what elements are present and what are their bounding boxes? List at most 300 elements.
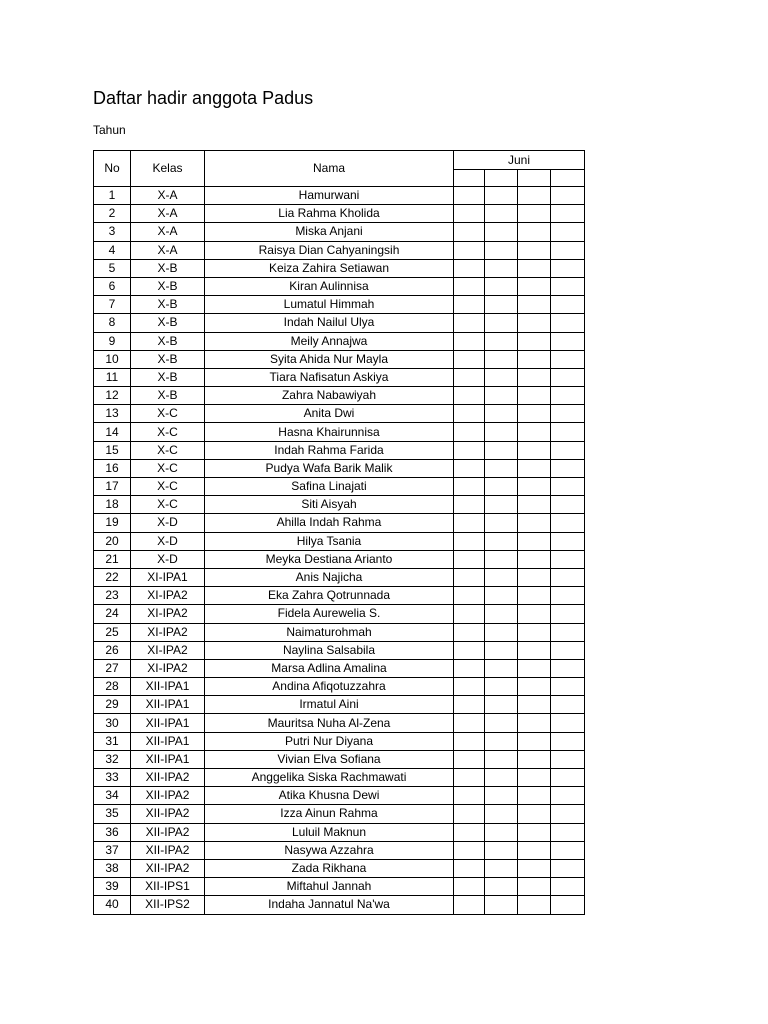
attendance-cell[interactable]: [518, 550, 551, 568]
attendance-cell[interactable]: [518, 423, 551, 441]
cell-nama: Marsa Adlina Amalina: [205, 659, 454, 677]
attendance-cell[interactable]: [518, 368, 551, 386]
cell-kelas: X-A: [131, 241, 205, 259]
attendance-cell[interactable]: [454, 187, 485, 205]
cell-kelas: X-C: [131, 496, 205, 514]
attendance-cell[interactable]: [485, 314, 518, 332]
header-week-cell: [551, 169, 585, 187]
cell-nama: Indah Rahma Farida: [205, 441, 454, 459]
cell-kelas: XI-IPA2: [131, 641, 205, 659]
cell-no: 1: [94, 187, 131, 205]
attendance-cell[interactable]: [518, 496, 551, 514]
table-row: [94, 696, 585, 714]
attendance-cell[interactable]: [551, 550, 585, 568]
attendance-cell[interactable]: [518, 187, 551, 205]
attendance-cell[interactable]: [551, 896, 585, 914]
cell-no: 32: [94, 750, 131, 768]
attendance-cell[interactable]: [518, 605, 551, 623]
cell-no: 34: [94, 787, 131, 805]
cell-no: 35: [94, 805, 131, 823]
cell-nama: Miska Anjani: [205, 223, 454, 241]
cell-kelas: XII-IPA2: [131, 769, 205, 787]
cell-kelas: XII-IPA1: [131, 696, 205, 714]
attendance-cell[interactable]: [485, 823, 518, 841]
document-title: Daftar hadir anggota Padus: [93, 88, 314, 108]
table-row: [94, 587, 585, 605]
cell-kelas: X-C: [131, 423, 205, 441]
attendance-cell[interactable]: [454, 350, 485, 368]
cell-nama: Anggelika Siska Rachmawati: [205, 769, 454, 787]
attendance-cell[interactable]: [551, 332, 585, 350]
attendance-cell[interactable]: [551, 641, 585, 659]
attendance-cell[interactable]: [485, 187, 518, 205]
cell-kelas: X-A: [131, 223, 205, 241]
attendance-cell[interactable]: [485, 678, 518, 696]
table-header: [94, 151, 585, 187]
attendance-cell[interactable]: [454, 478, 485, 496]
attendance-cell[interactable]: [551, 841, 585, 859]
attendance-cell[interactable]: [518, 641, 551, 659]
cell-no: 19: [94, 514, 131, 532]
attendance-cell[interactable]: [454, 696, 485, 714]
attendance-cell[interactable]: [454, 387, 485, 405]
header-kelas: Kelas: [131, 151, 205, 187]
cell-no: 21: [94, 550, 131, 568]
table-row: [94, 478, 585, 496]
cell-no: 3: [94, 223, 131, 241]
table-row: [94, 823, 585, 841]
table-row: [94, 514, 585, 532]
cell-nama: Ahilla Indah Rahma: [205, 514, 454, 532]
cell-kelas: XII-IPS2: [131, 896, 205, 914]
attendance-cell[interactable]: [454, 769, 485, 787]
cell-no: 18: [94, 496, 131, 514]
attendance-cell[interactable]: [518, 296, 551, 314]
attendance-cell[interactable]: [485, 532, 518, 550]
attendance-cell[interactable]: [485, 387, 518, 405]
attendance-cell[interactable]: [454, 532, 485, 550]
attendance-cell[interactable]: [551, 259, 585, 277]
attendance-cell[interactable]: [485, 496, 518, 514]
attendance-cell[interactable]: [551, 514, 585, 532]
table-row: [94, 896, 585, 914]
attendance-cell[interactable]: [454, 732, 485, 750]
attendance-cell[interactable]: [454, 405, 485, 423]
attendance-cell[interactable]: [485, 696, 518, 714]
attendance-cell[interactable]: [551, 587, 585, 605]
attendance-cell[interactable]: [454, 514, 485, 532]
cell-nama: Fidela Aurewelia S.: [205, 605, 454, 623]
attendance-cell[interactable]: [518, 769, 551, 787]
attendance-cell[interactable]: [485, 787, 518, 805]
attendance-cell[interactable]: [485, 223, 518, 241]
table-row: [94, 878, 585, 896]
cell-no: 12: [94, 387, 131, 405]
table-row: [94, 678, 585, 696]
table-row: [94, 732, 585, 750]
attendance-cell[interactable]: [551, 441, 585, 459]
table-row: [94, 805, 585, 823]
attendance-cell[interactable]: [551, 459, 585, 477]
cell-nama: Zada Rikhana: [205, 859, 454, 877]
attendance-cell[interactable]: [518, 332, 551, 350]
attendance-cell[interactable]: [485, 368, 518, 386]
attendance-cell[interactable]: [551, 478, 585, 496]
cell-kelas: X-B: [131, 277, 205, 295]
cell-kelas: XI-IPA2: [131, 659, 205, 677]
attendance-cell[interactable]: [485, 277, 518, 295]
attendance-cell[interactable]: [551, 532, 585, 550]
cell-kelas: XI-IPA2: [131, 623, 205, 641]
cell-kelas: XII-IPA1: [131, 678, 205, 696]
attendance-cell[interactable]: [485, 769, 518, 787]
attendance-cell[interactable]: [518, 623, 551, 641]
header-week-cell: [485, 169, 518, 187]
cell-no: 9: [94, 332, 131, 350]
attendance-cell[interactable]: [518, 678, 551, 696]
cell-nama: Naimaturohmah: [205, 623, 454, 641]
cell-no: 8: [94, 314, 131, 332]
attendance-cell[interactable]: [454, 459, 485, 477]
cell-nama: Mauritsa Nuha Al-Zena: [205, 714, 454, 732]
attendance-cell[interactable]: [551, 296, 585, 314]
cell-kelas: X-B: [131, 350, 205, 368]
attendance-cell[interactable]: [485, 405, 518, 423]
attendance-cell[interactable]: [485, 205, 518, 223]
table-row: [94, 441, 585, 459]
attendance-cell[interactable]: [551, 623, 585, 641]
attendance-cell[interactable]: [551, 387, 585, 405]
attendance-cell[interactable]: [518, 441, 551, 459]
cell-no: 40: [94, 896, 131, 914]
cell-kelas: X-B: [131, 387, 205, 405]
cell-no: 25: [94, 623, 131, 641]
table-row: [94, 750, 585, 768]
attendance-cell[interactable]: [551, 496, 585, 514]
cell-no: 31: [94, 732, 131, 750]
attendance-cell[interactable]: [518, 896, 551, 914]
attendance-cell[interactable]: [485, 296, 518, 314]
attendance-cell[interactable]: [551, 423, 585, 441]
cell-nama: Siti Aisyah: [205, 496, 454, 514]
attendance-cell[interactable]: [551, 568, 585, 586]
attendance-cell[interactable]: [485, 805, 518, 823]
attendance-cell[interactable]: [551, 823, 585, 841]
cell-nama: Pudya Wafa Barik Malik: [205, 459, 454, 477]
cell-no: 11: [94, 368, 131, 386]
cell-no: 17: [94, 478, 131, 496]
attendance-cell[interactable]: [551, 714, 585, 732]
cell-nama: Hamurwani: [205, 187, 454, 205]
cell-no: 15: [94, 441, 131, 459]
attendance-cell[interactable]: [454, 423, 485, 441]
attendance-cell[interactable]: [551, 368, 585, 386]
attendance-cell[interactable]: [454, 841, 485, 859]
attendance-cell[interactable]: [551, 659, 585, 677]
table-row: [94, 605, 585, 623]
attendance-cell[interactable]: [518, 205, 551, 223]
attendance-cell[interactable]: [551, 277, 585, 295]
table-row: [94, 332, 585, 350]
table-row: [94, 241, 585, 259]
table-row: [94, 459, 585, 477]
cell-kelas: XI-IPA2: [131, 605, 205, 623]
attendance-cell[interactable]: [518, 459, 551, 477]
attendance-cell[interactable]: [454, 896, 485, 914]
attendance-cell[interactable]: [454, 823, 485, 841]
attendance-cell[interactable]: [518, 405, 551, 423]
cell-no: 37: [94, 841, 131, 859]
cell-nama: Syita Ahida Nur Mayla: [205, 350, 454, 368]
attendance-cell[interactable]: [551, 605, 585, 623]
cell-nama: Kiran Aulinnisa: [205, 277, 454, 295]
cell-nama: Andina Afiqotuzzahra: [205, 678, 454, 696]
attendance-cell[interactable]: [485, 659, 518, 677]
attendance-cell[interactable]: [485, 550, 518, 568]
attendance-cell[interactable]: [485, 859, 518, 877]
table-row: [94, 423, 585, 441]
cell-no: 5: [94, 259, 131, 277]
attendance-cell[interactable]: [454, 805, 485, 823]
attendance-cell[interactable]: [454, 368, 485, 386]
attendance-cell[interactable]: [518, 696, 551, 714]
attendance-cell[interactable]: [454, 277, 485, 295]
cell-kelas: X-C: [131, 478, 205, 496]
table-row: [94, 350, 585, 368]
cell-nama: Atika Khusna Dewi: [205, 787, 454, 805]
cell-kelas: X-B: [131, 368, 205, 386]
attendance-cell[interactable]: [518, 714, 551, 732]
cell-no: 6: [94, 277, 131, 295]
attendance-cell[interactable]: [551, 769, 585, 787]
attendance-cell[interactable]: [551, 787, 585, 805]
attendance-table: [93, 150, 585, 915]
cell-nama: Meyka Destiana Arianto: [205, 550, 454, 568]
attendance-cell[interactable]: [454, 259, 485, 277]
cell-kelas: XII-IPA1: [131, 750, 205, 768]
cell-nama: Lia Rahma Kholida: [205, 205, 454, 223]
attendance-cell[interactable]: [454, 441, 485, 459]
attendance-cell[interactable]: [518, 823, 551, 841]
attendance-cell[interactable]: [485, 478, 518, 496]
attendance-cell[interactable]: [454, 605, 485, 623]
attendance-cell[interactable]: [485, 241, 518, 259]
cell-kelas: X-D: [131, 532, 205, 550]
attendance-cell[interactable]: [454, 714, 485, 732]
attendance-cell[interactable]: [485, 641, 518, 659]
table-row: [94, 859, 585, 877]
attendance-cell[interactable]: [454, 678, 485, 696]
cell-no: 28: [94, 678, 131, 696]
cell-no: 36: [94, 823, 131, 841]
attendance-cell[interactable]: [518, 841, 551, 859]
cell-no: 7: [94, 296, 131, 314]
attendance-cell[interactable]: [518, 478, 551, 496]
table-row: [94, 714, 585, 732]
attendance-cell[interactable]: [454, 332, 485, 350]
attendance-cell[interactable]: [518, 314, 551, 332]
attendance-cell[interactable]: [518, 387, 551, 405]
attendance-cell[interactable]: [551, 859, 585, 877]
table-row: [94, 259, 585, 277]
attendance-cell[interactable]: [518, 350, 551, 368]
attendance-cell[interactable]: [518, 859, 551, 877]
cell-nama: Naylina Salsabila: [205, 641, 454, 659]
cell-nama: Izza Ainun Rahma: [205, 805, 454, 823]
attendance-cell[interactable]: [485, 605, 518, 623]
cell-no: 30: [94, 714, 131, 732]
cell-no: 4: [94, 241, 131, 259]
attendance-cell[interactable]: [551, 750, 585, 768]
document-subtitle: Tahun: [93, 123, 126, 137]
attendance-cell[interactable]: [454, 241, 485, 259]
table-row: [94, 787, 585, 805]
attendance-cell[interactable]: [485, 878, 518, 896]
attendance-cell[interactable]: [551, 187, 585, 205]
attendance-cell[interactable]: [518, 277, 551, 295]
attendance-cell[interactable]: [485, 623, 518, 641]
attendance-cell[interactable]: [551, 314, 585, 332]
attendance-cell[interactable]: [518, 587, 551, 605]
cell-kelas: X-A: [131, 187, 205, 205]
attendance-cell[interactable]: [551, 805, 585, 823]
attendance-cell[interactable]: [551, 678, 585, 696]
attendance-cell[interactable]: [485, 732, 518, 750]
attendance-cell[interactable]: [518, 241, 551, 259]
cell-nama: Safina Linajati: [205, 478, 454, 496]
cell-no: 10: [94, 350, 131, 368]
attendance-cell[interactable]: [454, 205, 485, 223]
cell-no: 13: [94, 405, 131, 423]
attendance-cell[interactable]: [485, 332, 518, 350]
table-row: [94, 550, 585, 568]
attendance-cell[interactable]: [454, 568, 485, 586]
cell-nama: Tiara Nafisatun Askiya: [205, 368, 454, 386]
cell-nama: Keiza Zahira Setiawan: [205, 259, 454, 277]
cell-nama: Meily Annajwa: [205, 332, 454, 350]
table-row: [94, 187, 585, 205]
table-row: [94, 532, 585, 550]
cell-kelas: X-A: [131, 205, 205, 223]
attendance-cell[interactable]: [485, 896, 518, 914]
cell-kelas: XII-IPA2: [131, 805, 205, 823]
table-row: [94, 277, 585, 295]
attendance-cell[interactable]: [518, 514, 551, 532]
attendance-cell[interactable]: [454, 314, 485, 332]
cell-kelas: XI-IPA1: [131, 568, 205, 586]
attendance-cell[interactable]: [518, 259, 551, 277]
cell-no: 29: [94, 696, 131, 714]
cell-nama: Zahra Nabawiyah: [205, 387, 454, 405]
cell-nama: Anis Najicha: [205, 568, 454, 586]
attendance-cell[interactable]: [485, 568, 518, 586]
cell-kelas: X-D: [131, 550, 205, 568]
attendance-cell[interactable]: [518, 532, 551, 550]
attendance-cell[interactable]: [485, 587, 518, 605]
cell-no: 24: [94, 605, 131, 623]
attendance-cell[interactable]: [454, 550, 485, 568]
table-row: [94, 841, 585, 859]
attendance-cell[interactable]: [454, 641, 485, 659]
attendance-cell[interactable]: [485, 350, 518, 368]
cell-nama: Indaha Jannatul Na'wa: [205, 896, 454, 914]
attendance-cell[interactable]: [518, 878, 551, 896]
attendance-cell[interactable]: [454, 223, 485, 241]
cell-kelas: X-B: [131, 296, 205, 314]
attendance-cell[interactable]: [485, 459, 518, 477]
attendance-cell[interactable]: [485, 750, 518, 768]
attendance-cell[interactable]: [551, 732, 585, 750]
cell-nama: Lumatul Himmah: [205, 296, 454, 314]
attendance-cell[interactable]: [454, 659, 485, 677]
cell-kelas: XII-IPA2: [131, 787, 205, 805]
attendance-cell[interactable]: [551, 350, 585, 368]
table-row: [94, 296, 585, 314]
attendance-cell[interactable]: [485, 841, 518, 859]
cell-kelas: XII-IPA1: [131, 732, 205, 750]
attendance-cell[interactable]: [485, 441, 518, 459]
cell-no: 33: [94, 769, 131, 787]
table-row: [94, 769, 585, 787]
header-week-cell: [454, 169, 485, 187]
attendance-cell[interactable]: [454, 587, 485, 605]
cell-kelas: X-C: [131, 441, 205, 459]
attendance-cell[interactable]: [551, 223, 585, 241]
attendance-cell[interactable]: [454, 623, 485, 641]
attendance-cell[interactable]: [485, 714, 518, 732]
table-body: [94, 187, 585, 915]
cell-kelas: X-D: [131, 514, 205, 532]
attendance-cell[interactable]: [518, 659, 551, 677]
header-no: No: [94, 151, 131, 187]
cell-nama: Indah Nailul Ulya: [205, 314, 454, 332]
cell-kelas: XII-IPA2: [131, 823, 205, 841]
attendance-cell[interactable]: [454, 859, 485, 877]
header-nama: Nama: [205, 151, 454, 187]
attendance-cell[interactable]: [551, 405, 585, 423]
table-row: [94, 568, 585, 586]
attendance-cell[interactable]: [518, 568, 551, 586]
attendance-cell[interactable]: [454, 878, 485, 896]
attendance-cell[interactable]: [518, 787, 551, 805]
attendance-cell[interactable]: [518, 732, 551, 750]
attendance-cell[interactable]: [518, 223, 551, 241]
attendance-cell[interactable]: [518, 750, 551, 768]
attendance-cell[interactable]: [485, 259, 518, 277]
cell-nama: Anita Dwi: [205, 405, 454, 423]
attendance-cell[interactable]: [551, 205, 585, 223]
cell-no: 23: [94, 587, 131, 605]
attendance-cell[interactable]: [454, 750, 485, 768]
attendance-cell[interactable]: [551, 696, 585, 714]
attendance-cell[interactable]: [485, 423, 518, 441]
table-row: [94, 641, 585, 659]
attendance-cell[interactable]: [454, 496, 485, 514]
attendance-cell[interactable]: [518, 805, 551, 823]
table-row: [94, 368, 585, 386]
attendance-cell[interactable]: [454, 296, 485, 314]
cell-kelas: X-C: [131, 459, 205, 477]
cell-nama: Luluil Maknun: [205, 823, 454, 841]
table-row: [94, 659, 585, 677]
attendance-cell[interactable]: [485, 514, 518, 532]
cell-nama: Vivian Elva Sofiana: [205, 750, 454, 768]
attendance-cell[interactable]: [551, 878, 585, 896]
cell-kelas: X-B: [131, 259, 205, 277]
attendance-cell[interactable]: [454, 787, 485, 805]
attendance-cell[interactable]: [551, 241, 585, 259]
table-row: [94, 314, 585, 332]
